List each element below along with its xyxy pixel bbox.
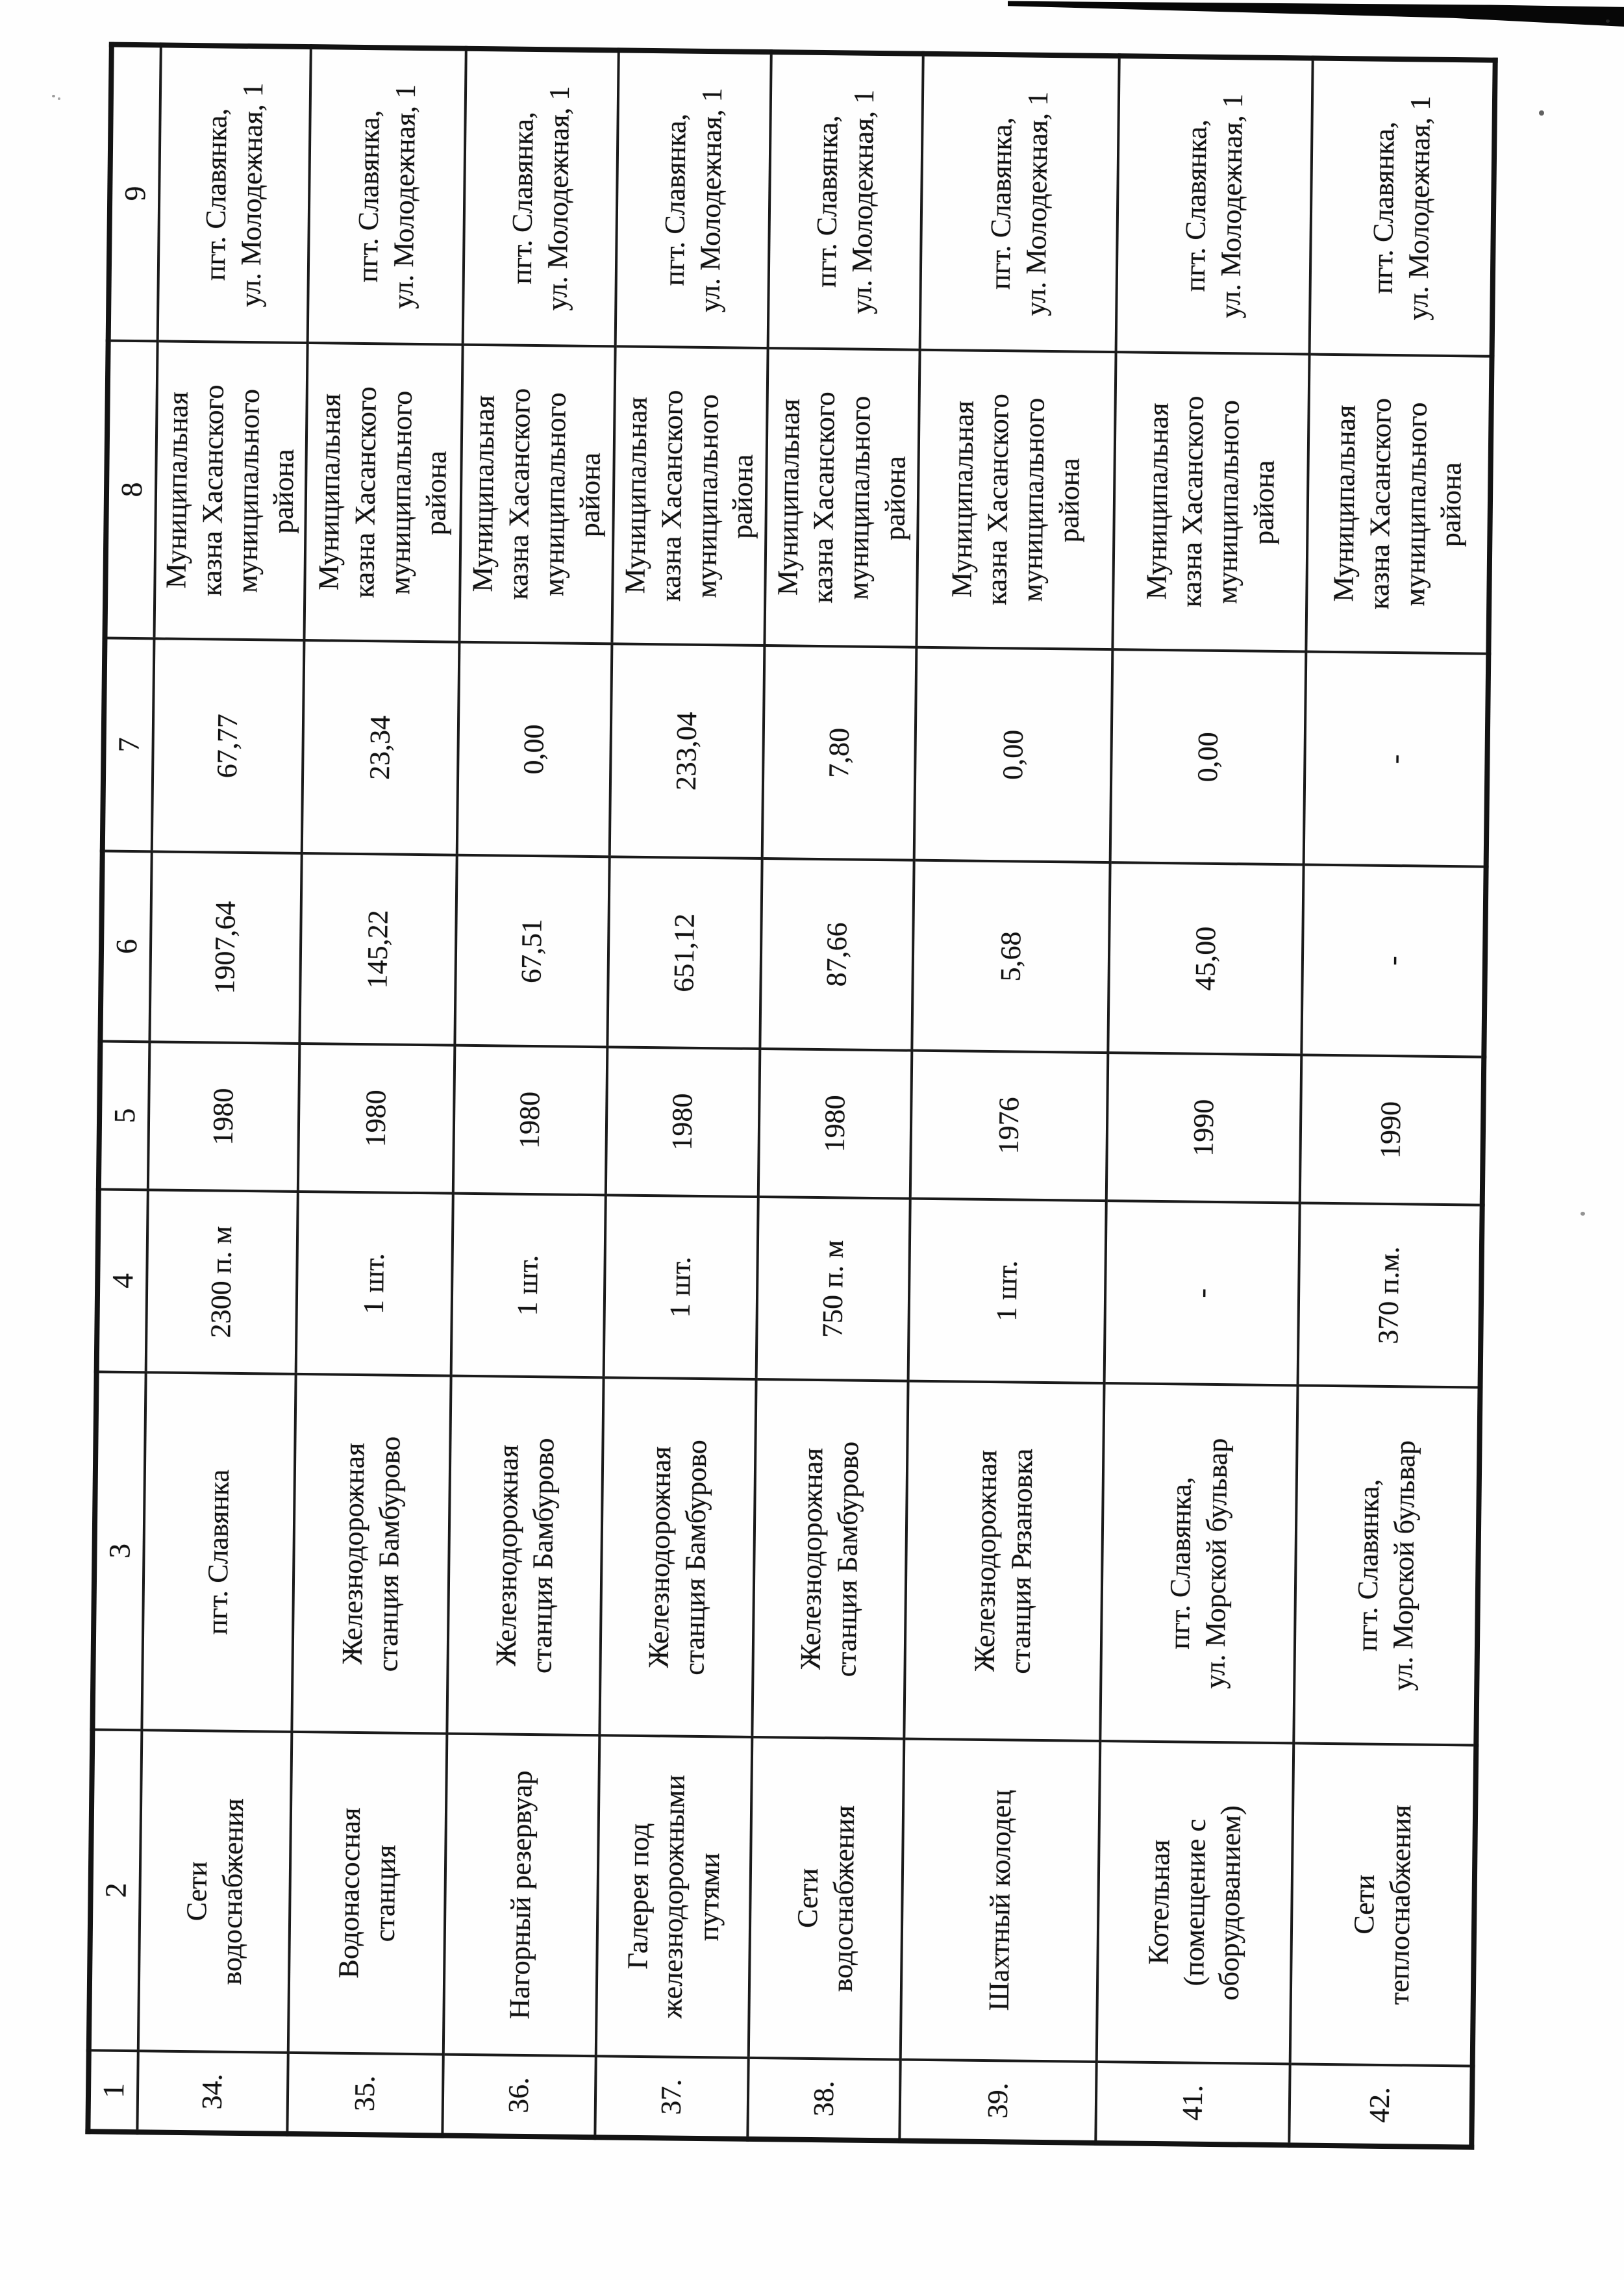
table-cell: пгт. Славянка, ул. Молодежная, 1 — [1310, 58, 1495, 357]
table-row — [442, 49, 618, 2137]
table-cell: 41. — [1095, 2062, 1290, 2145]
table-cell: пгт. Славянка, ул. Молодежная, 1 — [463, 49, 619, 347]
table-cell: 42. — [1289, 2064, 1472, 2147]
table-row — [1095, 56, 1312, 2145]
header-cell: 3 — [92, 1372, 145, 1730]
table-cell: Железнодорожная станция Бамбурово — [292, 1374, 451, 1734]
rotated-table-wrapper — [85, 47, 1492, 2150]
table-cell: Галерея под железнодорожными путями — [596, 1735, 753, 2058]
table-cell: пгт. Славянка, ул. Молодежная, 1 — [158, 45, 311, 343]
table-cell: Сети теплоснабжения — [1290, 1743, 1477, 2066]
scan-speck — [58, 97, 60, 100]
table-cell: пгт. Славянка — [142, 1372, 295, 1732]
table-cell: Железнодорожная станция Бамбурово — [447, 1376, 603, 1736]
table-cell: 1 шт. — [604, 1195, 758, 1379]
table-cell: 35. — [287, 2053, 443, 2136]
table-cell: пгт. Славянка, ул. Молодежная, 1 — [920, 54, 1119, 352]
table-cell: 233,04 — [610, 644, 765, 858]
table-cell: 37. — [595, 2056, 748, 2139]
table-cell: Муниципальная казна Хасанского муниципального района — [612, 346, 768, 645]
table-cell: 1980 — [298, 1044, 455, 1194]
table-cell: 1980 — [453, 1046, 608, 1196]
table-cell: 651,12 — [607, 857, 762, 1049]
table-cell: - — [1304, 651, 1489, 866]
table-cell: Муниципальная казна Хасанского муниципального района — [1306, 355, 1492, 654]
table-cell: Муниципальная казна Хасанского муниципального района — [764, 348, 919, 647]
table-cell: пгт. Славянка, ул. Морской бульвар — [1100, 1383, 1297, 1743]
table-cell: 2300 п. м — [146, 1190, 298, 1374]
table-cell: Муниципальная казна Хасанского муниципального района — [459, 345, 615, 644]
table-cell: Муниципальная казна Хасанского муниципального района — [916, 350, 1116, 649]
header-cell: 9 — [108, 45, 161, 342]
table-cell: Сети водоснабжения — [138, 1730, 292, 2053]
table-cell: Нагорный резервуар — [443, 1734, 600, 2057]
table-cell: 750 п. м — [756, 1197, 910, 1381]
table-cell: 67,51 — [455, 855, 609, 1047]
table-row — [747, 52, 923, 2140]
header-cell: 6 — [100, 851, 151, 1042]
table-cell: 1980 — [148, 1042, 300, 1192]
table-cell: Котельная (помещение с оборудованием) — [1097, 1741, 1294, 2064]
table-cell: 87,66 — [760, 858, 914, 1051]
header-cell: 2 — [89, 1729, 142, 2051]
table-cell: - — [1301, 864, 1486, 1057]
table-cell: 67,77 — [152, 638, 305, 853]
table-cell: 5,68 — [912, 860, 1110, 1053]
table-cell: пгт. Славянка, ул. Молодежная, 1 — [308, 47, 466, 345]
table-cell: Муниципальная казна Хасанского муниципального района — [1112, 352, 1309, 651]
table-cell: 34. — [137, 2051, 288, 2134]
table-cell: 23,34 — [302, 640, 460, 855]
table-cell: 0,00 — [914, 647, 1113, 862]
table-row — [1289, 58, 1495, 2148]
scan-speck — [52, 95, 55, 97]
header-cell: 1 — [88, 2050, 138, 2132]
table-cell: Сети водоснабжения — [749, 1737, 905, 2060]
table-cell: 1980 — [606, 1047, 760, 1197]
table-cell: 0,00 — [457, 642, 612, 857]
table-cell: 45,00 — [1108, 862, 1303, 1055]
table-row — [899, 54, 1119, 2143]
table-cell: 1907,64 — [149, 851, 301, 1044]
table-cell: пгт. Славянка, ул. Молодежная, 1 — [768, 52, 923, 350]
header-cell: 8 — [105, 341, 157, 639]
table-cell: 1 шт. — [908, 1199, 1106, 1383]
table-row — [137, 45, 310, 2133]
table-cell: 36. — [442, 2055, 595, 2138]
scan-speck — [1606, 19, 1610, 23]
table-cell: Муниципальная казна Хасанского муниципального района — [304, 343, 462, 642]
table-cell: Железнодорожная станция Бамбурово — [599, 1377, 756, 1737]
table-cell: пгт. Славянка, ул. Молодежная, 1 — [616, 50, 771, 348]
table-cell: пгт. Славянка, ул. Морской бульвар — [1293, 1385, 1480, 1745]
table-cell: 7,80 — [762, 645, 917, 860]
table-cell: 1 шт. — [296, 1192, 453, 1376]
table-cell: 1 шт. — [451, 1194, 606, 1378]
table-cell: Железнодорожная станция Рязановка — [904, 1381, 1104, 1741]
table-row — [287, 47, 466, 2136]
table-cell: 39. — [899, 2060, 1096, 2143]
table-cell: Шахтный колодец — [901, 1739, 1101, 2062]
table-cell: Водонасосная станция — [288, 1732, 447, 2055]
table-cell: 1976 — [910, 1051, 1108, 1201]
table-cell: 1990 — [1106, 1053, 1302, 1203]
property-registry-table — [85, 42, 1497, 2150]
table-cell: 1980 — [758, 1049, 912, 1199]
table-cell: 38. — [747, 2058, 900, 2141]
header-cell: 5 — [99, 1041, 150, 1190]
table-cell: Муниципальная казна Хасанского муниципального района — [154, 341, 307, 640]
table-row — [595, 50, 771, 2138]
table-cell: 145,22 — [299, 853, 456, 1046]
scan-streak-artifact — [1008, 0, 1624, 27]
header-cell: 7 — [103, 638, 155, 852]
scan-speck — [1580, 1212, 1585, 1216]
table-cell: 1990 — [1300, 1055, 1484, 1205]
table-cell: Железнодорожная станция Бамбурово — [752, 1379, 908, 1739]
table-cell: - — [1105, 1201, 1300, 1385]
table-cell: 0,00 — [1110, 649, 1306, 864]
header-cell: 4 — [97, 1189, 148, 1372]
table-cell: 370 п.м. — [1298, 1203, 1482, 1387]
scan-speck — [1539, 110, 1544, 116]
table-cell: пгт. Славянка, ул. Молодежная, 1 — [1116, 56, 1313, 354]
